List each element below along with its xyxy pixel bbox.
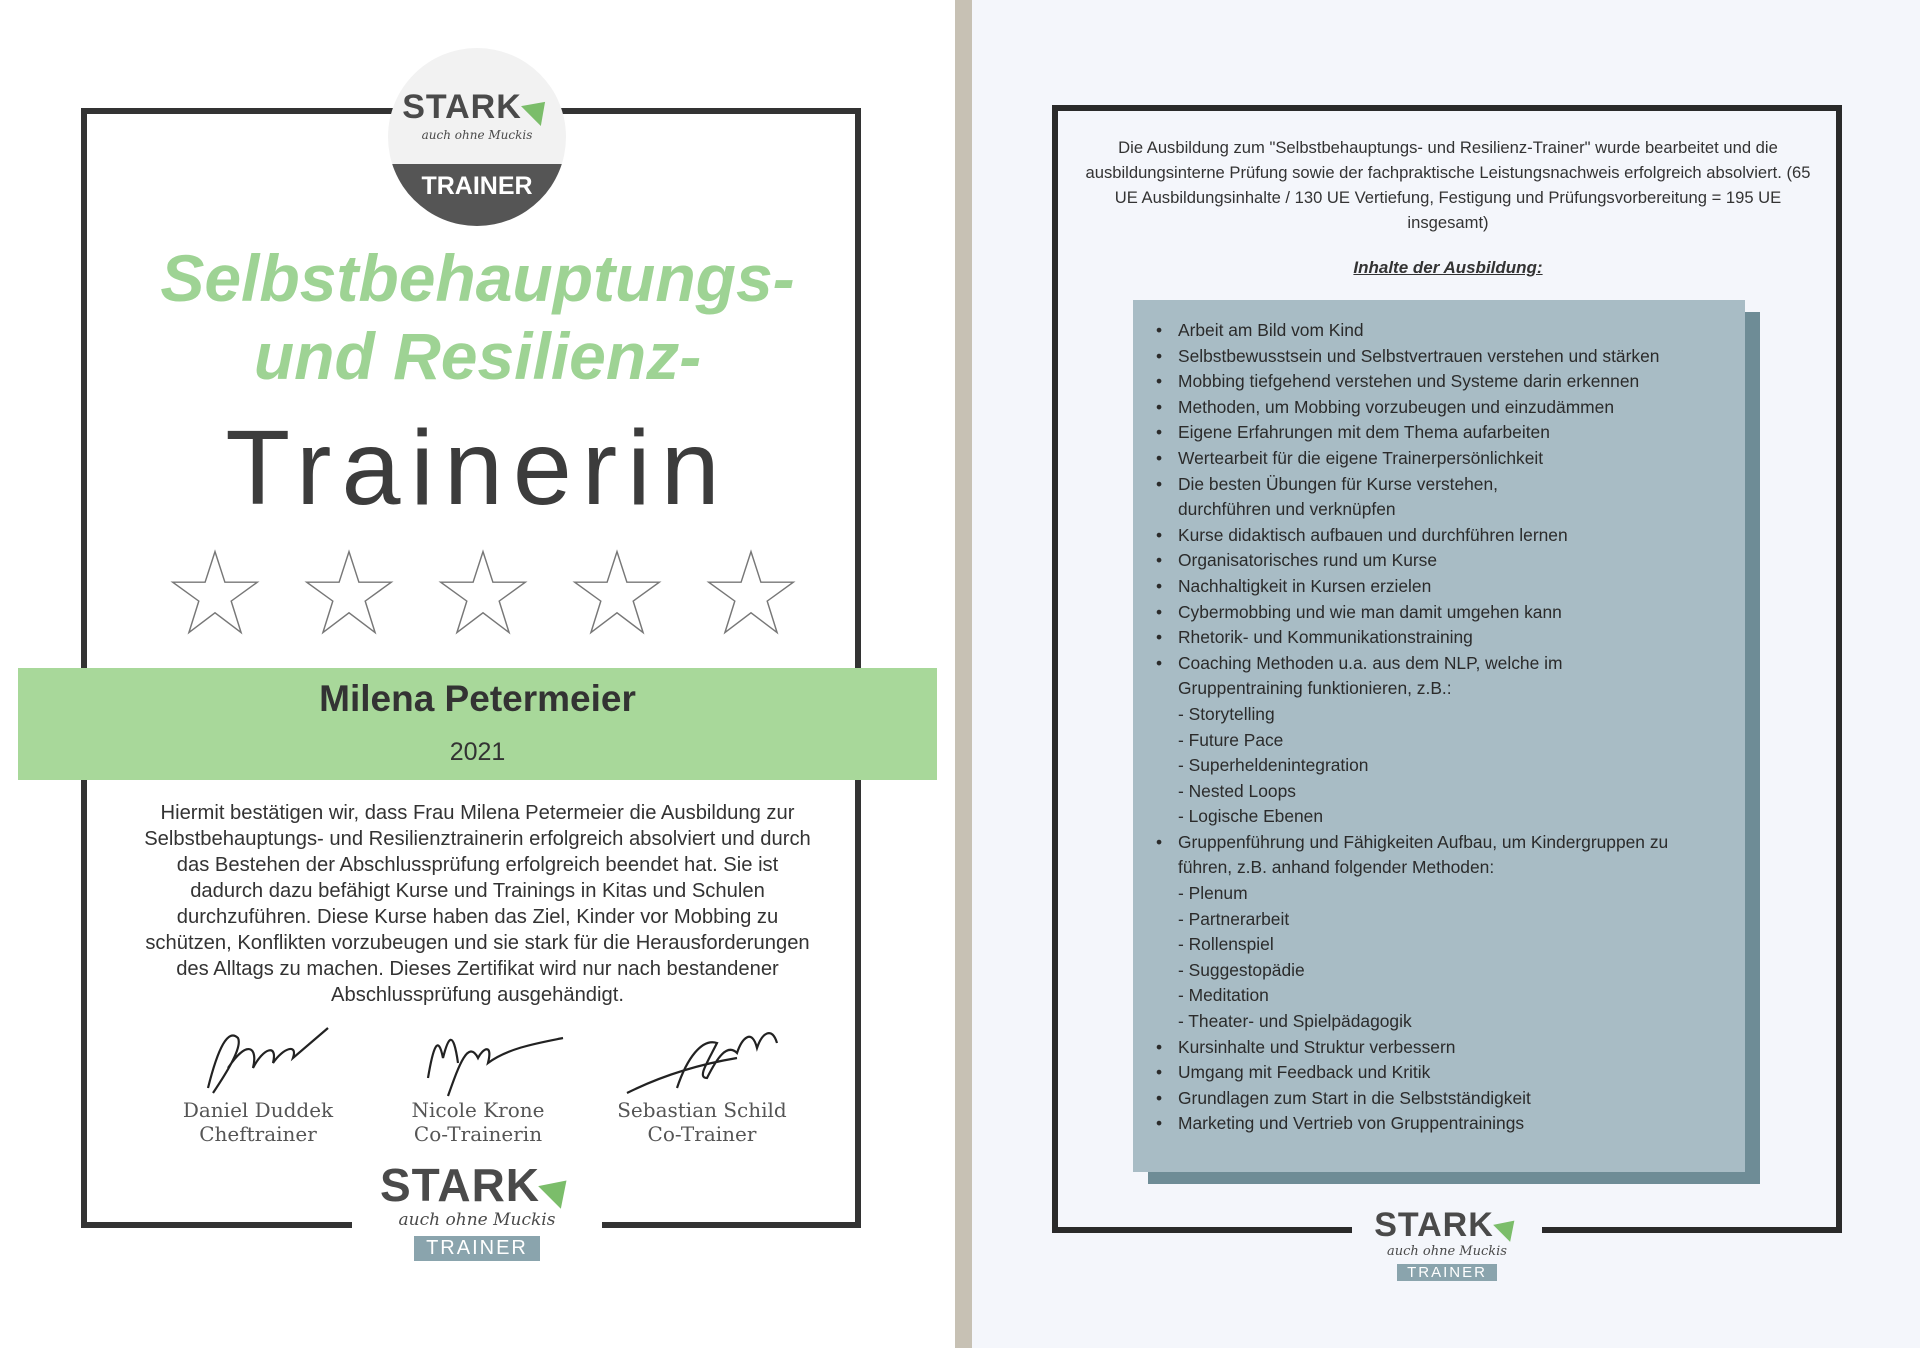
signatory-role: Co-Trainer [647, 1122, 757, 1146]
logo-slogan: auch ohne Muckis [398, 1210, 556, 1230]
contents-heading: Inhalte der Ausbildung: [1353, 258, 1543, 277]
arrow-icon [521, 92, 555, 126]
contents-list-item: - Rollenspiel [1178, 934, 1274, 955]
signatory-role: Co-Trainerin [413, 1122, 543, 1146]
logo-brand: STARK [402, 88, 522, 126]
signature-block-nicole-krone [368, 1018, 588, 1146]
certificate-title-line-2: und Resilienz- [253, 319, 702, 393]
training-intro-text: Die Ausbildung zum "Selbstbehauptungs- und Resilienz-Trainer" wurde bearbeitet und die ausbildungsinterne Prüfung sowie der fachpraktische Leistungsnachweis erfolgreich absolviert. (65 UE Ausbildungsinhalte / 130 UE Vertiefung, Festigung und Prüfungsvorbereitung = 195 UE insgesamt) [1085, 138, 1811, 232]
arrow-icon [538, 1169, 578, 1209]
certificate-title-line-1: Selbstbehauptungs- [160, 241, 795, 315]
contents-list-item: • Organisatorisches rund um Kurse [1150, 548, 1740, 574]
contents-list-item: durchführen und verknüpfen [1178, 499, 1396, 520]
certificate-page [0, 0, 955, 1348]
logo-brand: STARK [379, 1159, 541, 1211]
contents-list-item: • Gruppenführung und Fähigkeiten Aufbau, um Kindergruppen zu [1150, 830, 1740, 856]
contents-list-item: • Mobbing tiefgehend verstehen und Systeme darin erkennen [1150, 369, 1740, 395]
star-icon [572, 548, 662, 638]
signature-daniel-duddek [168, 1018, 348, 1098]
stark-trainer-logo [388, 48, 566, 226]
contents-list-item: • Nachhaltigkeit in Kursen erzielen [1150, 574, 1740, 600]
stark-trainer-footer-logo [352, 1160, 602, 1261]
signatory-role: Cheftrainer [199, 1122, 317, 1146]
contents-list-item: - Superheldenintegration [1178, 755, 1369, 776]
star-icon [304, 548, 394, 638]
signature-nicole-krone [388, 1018, 568, 1098]
contents-list-item: • Rhetorik- und Kommunikationstraining [1150, 625, 1740, 651]
star-icon [706, 548, 796, 638]
star-icon [438, 548, 528, 638]
contents-list-item: • Arbeit am Bild vom Kind [1150, 318, 1740, 344]
logo-badge: TRAINER [1397, 1264, 1497, 1281]
contents-list-item: - Theater- und Spielpädagogik [1178, 1011, 1412, 1032]
contents-list-item: - Meditation [1178, 985, 1269, 1006]
recipient-name: Milena Petermeier [319, 678, 636, 719]
contents-list-item: • Eigene Erfahrungen mit dem Thema aufarbeiten [1150, 420, 1740, 446]
signatory-name: Nicole Krone [411, 1098, 545, 1122]
contents-list-item: • Cybermobbing und wie man damit umgehen kann [1150, 600, 1740, 626]
contents-list-item: - Storytelling [1178, 703, 1275, 724]
signatory-name: Daniel Duddek [182, 1098, 334, 1122]
contents-list-item: • Grundlagen zum Start in die Selbstständigkeit [1150, 1086, 1740, 1112]
contents-list-item: • Wertearbeit für die eigene Trainerpersönlichkeit [1150, 446, 1740, 472]
logo-badge: TRAINER [414, 1236, 540, 1261]
contents-list-item: Gruppentraining funktionieren, z.B.: [1178, 678, 1452, 699]
logo-slogan: auch ohne Muckis [421, 128, 533, 142]
contents-list-item: - Nested Loops [1178, 780, 1296, 801]
contents-list-item: • Die besten Übungen für Kurse verstehen, [1150, 472, 1740, 498]
contents-list-item: - Logische Ebenen [1178, 806, 1324, 827]
contents-list-item: • Methoden, um Mobbing vorzubeugen und einzudämmen [1150, 395, 1740, 421]
certificate-year: 2021 [449, 738, 506, 766]
contents-list-item: • Marketing und Vertrieb von Gruppentrainings [1150, 1111, 1740, 1137]
contents-list-item: • Kursinhalte und Struktur verbessern [1150, 1035, 1740, 1061]
contents-list-item: führen, z.B. anhand folgender Methoden: [1178, 857, 1495, 878]
signature-block-daniel-duddek [148, 1018, 368, 1146]
logo-brand: STARK [1374, 1206, 1494, 1244]
certificate-title-line-3: Trainerin [225, 409, 730, 527]
signature-block-sebastian-schild [592, 1018, 812, 1146]
signatory-name: Sebastian Schild [617, 1098, 787, 1122]
signature-sebastian-schild [607, 1018, 797, 1098]
logo-slogan: auch ohne Muckis [1387, 1244, 1507, 1259]
arrow-icon [1493, 1212, 1523, 1242]
contents-list-item: - Partnerarbeit [1178, 908, 1290, 929]
contents-list [1150, 318, 1740, 1137]
certificate-body-text: Hiermit bestätigen wir, dass Frau Milena Petermeier die Ausbildung zur Selbstbehauptungs- und Resilienztrainerin erfolgreich absolviert und durch das Bestehen der Abschlussprüfung erfolgreich beendet hat. Sie ist dadurch dazu befähigt Kurse und Trainings in Kitas und Schulen durchzuführen. Diese Kurse haben das Ziel, Kinder vor Mobbing zu schützen, Konflikten vorzubeugen und sie stark für die Herausforderungen des Alltags zu machen. Dieses Zertifikat wird nur nach bestandener Abschlussprüfung ausgehändigt. [144, 802, 811, 1006]
contents-list-item: - Future Pace [1178, 729, 1284, 750]
stark-trainer-footer-logo-right [1352, 1206, 1542, 1282]
contents-list-item: - Plenum [1178, 883, 1248, 904]
contents-list-item: • Selbstbewusstsein und Selbstvertrauen verstehen und stärken [1150, 344, 1740, 370]
rating-stars [170, 548, 790, 638]
contents-list-item: • Coaching Methoden u.a. aus dem NLP, welche im [1150, 651, 1740, 677]
star-icon [170, 548, 260, 638]
contents-list-item: - Suggestopädie [1178, 959, 1305, 980]
contents-list-item: • Kurse didaktisch aufbauen und durchführen lernen [1150, 523, 1740, 549]
logo-badge: TRAINER [388, 164, 566, 226]
contents-list-item: • Umgang mit Feedback und Kritik [1150, 1060, 1740, 1086]
